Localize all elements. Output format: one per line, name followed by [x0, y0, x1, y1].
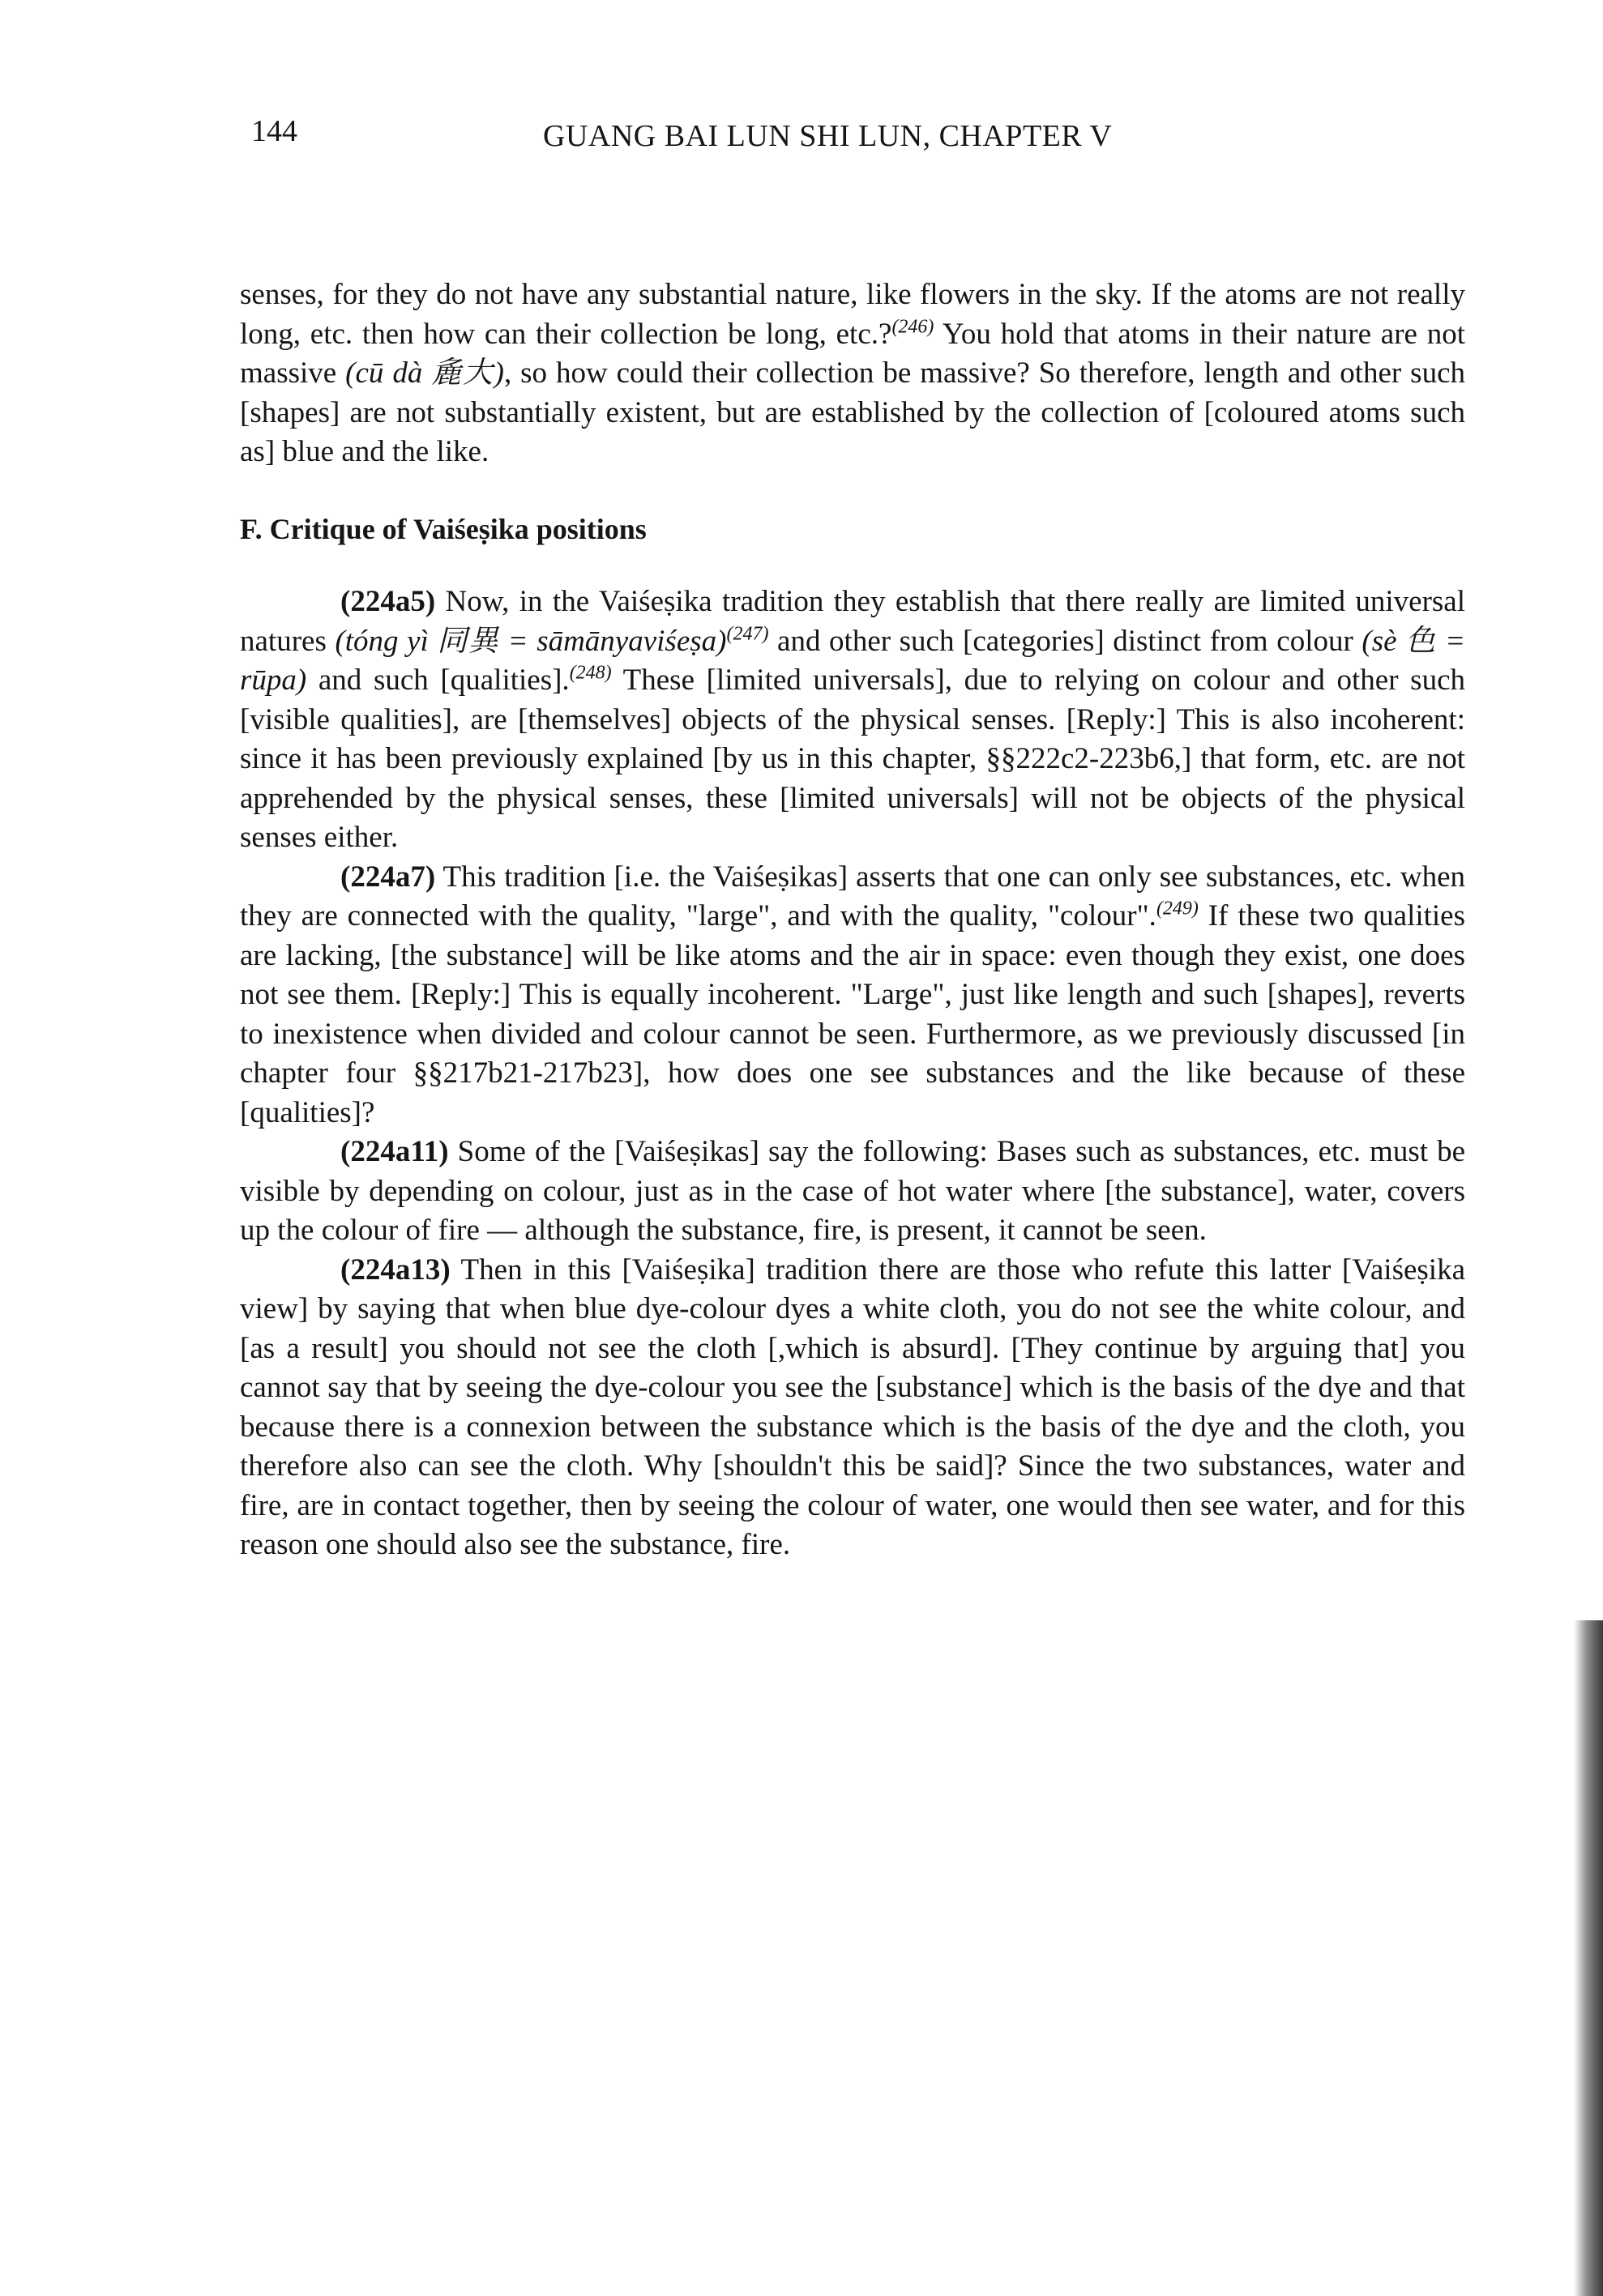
text-run: Now, in the Vaiśeṣika tradition they establish that there really are limited universal natures: [240, 585, 1465, 658]
paragraph-continuation: [240, 275, 1465, 472]
paragraph-reference: (224a13): [340, 1253, 451, 1287]
body-text: [240, 275, 1465, 1565]
text-run: This tradition [i.e. the Vaiśeṣikas] asserts that one can only see substances, etc. when they are connected with the quality, "large", and with the quality, "colour".: [240, 860, 1465, 932]
running-head: [251, 113, 1467, 162]
footnote-ref-248: (248): [569, 662, 612, 684]
text-run: senses, for they do not have any substantial nature, like flowers in the sky. If the atoms are not really long, etc. then how can their collection be long, etc.?: [240, 278, 1465, 351]
text-run: and such [qualities].: [306, 664, 570, 697]
paragraph-224a5: [240, 583, 1465, 858]
running-title: GUANG BAI LUN SHI LUN, CHAPTER V: [543, 119, 1113, 153]
chinese-term: (cū dà 麁大): [345, 356, 504, 390]
page-number: 144: [251, 114, 297, 148]
paragraph-reference: (224a11): [340, 1135, 449, 1168]
text-run: These [limited universals], due to relying on colour and other such [visible qualities], are [themselves] objects of the physical senses. [Reply:] This is also incoherent: since it has been previously explained [by us in this chapter, §§222c2-223b6,] that form, etc. are not apprehended by the physical senses, these [limited universals] will not be objects of the physical senses either.: [240, 664, 1466, 854]
chinese-term: (tóng yì 同異 = sāmānyaviśeṣa): [335, 624, 727, 658]
text-run: Some of the [Vaiśeṣikas] say the following: Bases such as substances, etc. must be visible by depending on colour, just as in the case of hot water where [the substance], water, covers up the colour of fire — although the substance, fire, is present, it cannot be seen.: [240, 1135, 1465, 1247]
text-run: and other such [categories] distinct from colour: [768, 624, 1362, 658]
footnote-ref-249: (249): [1156, 898, 1199, 920]
chinese-term: (sè 色 = rūpa): [240, 624, 1465, 697]
text-run: Then in this [Vaiśeṣika] tradition there are those who refute this latter [Vaiśeṣika view] by saying that when blue dye-colour dyes a white cloth, you do not see the white colour, and [as a result] you should not see the cloth [,which is absurd]. [They continue by arguing that] you cannot say that by seeing the dye-colour you see the [substance] which is the basis of the dye and that because there is a connexion between the substance which is the basis of the dye and the cloth, you therefore also can see the cloth. Why [shouldn't this be said]? Since the two substances, water and fire, are in contact together, then by seeing the colour of water, one would then see water, and for this reason one should also see the substance, fire.: [240, 1253, 1465, 1561]
paragraph-reference: (224a5): [340, 585, 436, 618]
section-heading: F. Critique of Vaiśeṣika positions: [240, 512, 647, 545]
footnote-ref-247: (247): [726, 623, 769, 645]
paragraph-224a13: [240, 1251, 1465, 1565]
paragraph-224a11: [240, 1133, 1465, 1251]
scan-edge-shadow: [1574, 1620, 1603, 2296]
paragraph-224a7: [240, 858, 1465, 1133]
footnote-ref-246: (246): [891, 316, 934, 338]
text-run: If these two qualities are lacking, [the substance] will be like atoms and the air in space: even though they exist, one does not see them. [Reply:] This is equally incoherent. "Large", just like length and such [shapes], reverts to inexistence when divided and colour cannot be seen. Furthermore, as we previously discussed [in chapter four §§217b21-217b23], how does one see substances and the like because of these [qualities]?: [240, 899, 1466, 1129]
text-run: You hold that atoms in their nature are not massive: [240, 317, 1465, 390]
paragraph-reference: (224a7): [340, 860, 436, 894]
text-run: , so how could their collection be massive? So therefore, length and other such [shapes] are not substantially existent, but are established by the collection of [coloured atoms such as] blue and the like.: [240, 356, 1465, 468]
